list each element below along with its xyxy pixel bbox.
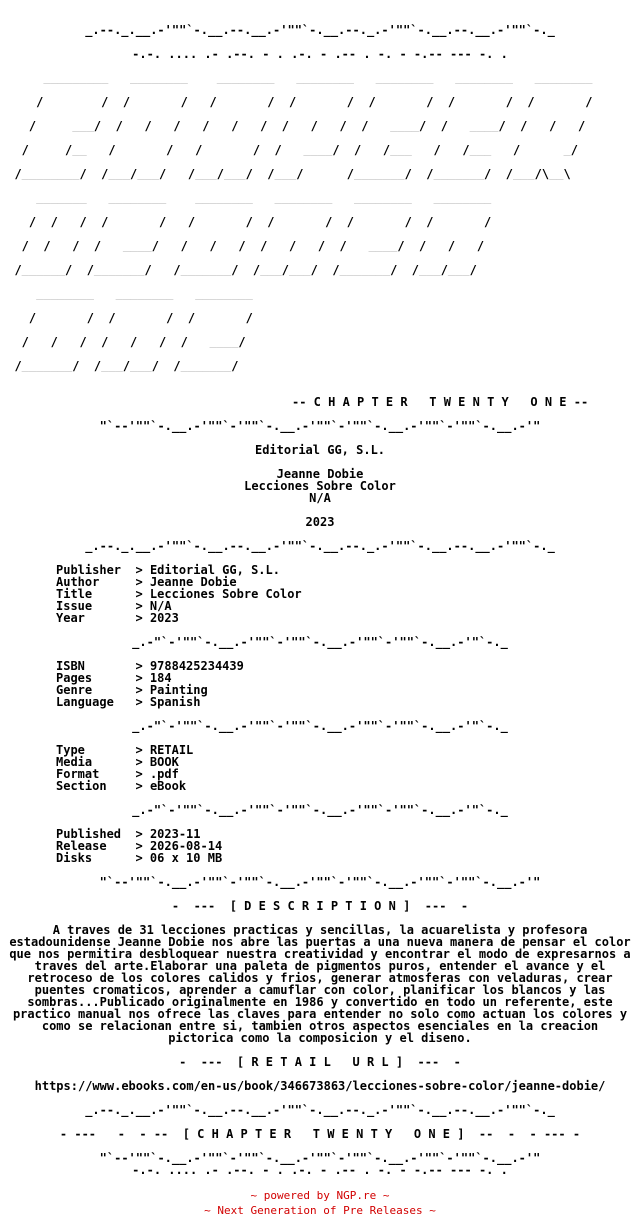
banner-mid: _.--._.__.-'""`-.__.--.__.-'""`-.__.--._.-'""`-.__.--.__.-'""`-._ xyxy=(85,539,555,553)
info-genre: Genre > Painting xyxy=(56,683,208,697)
label-section: Section xyxy=(56,779,107,793)
value-type: RETAIL xyxy=(149,743,194,757)
value-year: 2023 xyxy=(149,611,179,625)
info-disks: Disks > 06 x 10 MB xyxy=(56,851,223,865)
label-issue: Issue xyxy=(56,599,93,613)
value-pages: 184 xyxy=(149,671,172,685)
info-published: Published > 2023-11 xyxy=(56,827,201,841)
label-year: Year xyxy=(56,611,85,625)
chapter-tag: -- C H A P T E R T W E N T Y O N E -- xyxy=(292,396,589,408)
retail-url-link[interactable]: https://www.ebooks.com/en-us/book/346673863/lecciones-sobre-color/jeanne-dobie/ xyxy=(34,1079,606,1093)
value-isbn: 9788425234439 xyxy=(149,659,244,673)
label-genre: Genre xyxy=(56,683,93,697)
description-heading: - --- [ D E S C R I P T I O N ] --- - xyxy=(171,899,469,913)
section-separator-3: _.-"`-'""`-.__.-'""`-'""`-.__.-'""`-'""`-.__.-'"`-._ xyxy=(132,803,508,817)
value-format: .pdf xyxy=(149,767,179,781)
label-type: Type xyxy=(56,743,85,757)
header-author: Jeanne Dobie xyxy=(276,467,364,481)
morse-line: -.-. .... .- .--. - . .-. - .-- . -. - -.-- --- -. . xyxy=(132,47,508,61)
section-separator-1: _.-"`-'""`-.__.-'""`-'""`-.__.-'""`-'""`-.__.-'"`-._ xyxy=(132,635,508,649)
banner-before-footer: _.--._.__.-'""`-.__.--.__.-'""`-.__.--._.-'""`-.__.--.__.-'""`-._ xyxy=(85,1103,555,1117)
header-publisher: Editorial GG, S.L. xyxy=(254,443,386,457)
footer-credits xyxy=(0,1188,640,1218)
info-issue: Issue > N/A xyxy=(56,599,172,613)
info-pages: Pages > 184 xyxy=(56,671,172,685)
label-language: Language xyxy=(56,695,114,709)
info-media: Media > BOOK xyxy=(56,755,179,769)
label-media: Media xyxy=(56,755,93,769)
banner-footer: "`--'""`-.__.-'""`-'""`-.__.-'""`-'""`-.__.-'""`-'""`-.__.-'" xyxy=(99,1151,541,1165)
banner-after-logo: "`--'""`-.__.-'""`-'""`-.__.-'""`-'""`-.__.-'""`-'""`-.__.-'" xyxy=(99,419,541,433)
label-isbn: ISBN xyxy=(56,659,85,673)
label-format: Format xyxy=(56,767,100,781)
value-issue: N/A xyxy=(149,599,172,613)
value-title: Lecciones Sobre Color xyxy=(149,587,302,601)
value-disks: 06 x 10 MB xyxy=(149,851,223,865)
label-release: Release xyxy=(56,839,107,853)
value-section: eBook xyxy=(149,779,187,793)
value-publisher: Editorial GG, S.L. xyxy=(149,563,280,577)
value-media: BOOK xyxy=(149,755,179,769)
info-release: Release > 2026-08-14 xyxy=(56,839,223,853)
info-section: Section > eBook xyxy=(56,779,187,793)
value-genre: Painting xyxy=(149,683,208,697)
banner-end-info: "`--'""`-.__.-'""`-'""`-.__.-'""`-'""`-.__.-'""`-'""`-.__.-'" xyxy=(99,875,541,889)
banner-top: _.--._.__.-'""`-.__.--.__.-'""`-.__.--._.-'""`-.__.--.__.-'""`-._ xyxy=(85,23,555,37)
label-title: Title xyxy=(56,587,93,601)
label-publisher: Publisher xyxy=(56,563,122,577)
header-issue: N/A xyxy=(309,491,331,505)
info-year: Year > 2023 xyxy=(56,611,179,625)
info-title: Title > Lecciones Sobre Color xyxy=(56,587,302,601)
powered-by-text[interactable]: ~ powered by NGP.re ~ xyxy=(250,1189,390,1202)
morse-line-footer: -.-. .... .- .--. - . .-. - .-- . -. - -.-- --- -. . xyxy=(132,1163,508,1177)
info-format: Format > .pdf xyxy=(56,767,179,781)
retail-url-heading: - --- [ R E T A I L U R L ] --- - xyxy=(179,1055,461,1069)
value-release: 2026-08-14 xyxy=(149,839,223,853)
tagline-text: ~ Next Generation of Pre Releases ~ xyxy=(204,1204,436,1217)
footer-chapter-line: - --- - - -- [ C H A P T E R T W E N T Y O N E ] -- - - --- - xyxy=(59,1127,581,1141)
label-author: Author xyxy=(56,575,100,589)
section-separator-2: _.-"`-'""`-.__.-'""`-'""`-.__.-'""`-'""`-.__.-'"`-._ xyxy=(132,719,508,733)
label-pages: Pages xyxy=(56,671,93,685)
label-published: Published xyxy=(56,827,122,841)
description-text: A traves de 31 lecciones practicas y sencillas, la acuarelista y profesora estadounidense Jeanne Dobie nos abre las puertas a una nueva manera de pensar el color que nos permitira desbloquear nuestra creatividad y encontrar el modo de expresarnos a traves del arte.Elaborar una paleta de pigmentos puros, entender el avance y el retroceso de los colores calidos y frios, generar atmosferas con veladuras, crear puentes cromaticos, aprender a camuflar con color, planificar los blancos y las sombras...Publicado originalmente en 1986 y convertido en todo un referente, este practico manual nos ofrece las claves para entender no solo como actuan los colores y como se relacionan entre si, tambien otros aspectos esenciales en la creacion pictorica como la composicion y el diseno. xyxy=(9,923,631,1045)
ascii-logo-art: _________ ________ ________ ________ ________ ________ ________ / / / / / / / / / / / / / / / ___/ / / / / / / / / / / ____/ / ____/ / / / / /__ / / / / / ____/ / /___ / /___ / _/ /________/ /___/___/ /___/___/ /___/ /_______/ /_______/ /___/\__\ _______ ________ ________ ________ ________ ________ / / / / / / / / / / / / / / / / / ____/ / / / / / / / ____/ / / / /______/ /_______/ /_______/ /___/___/ /_______/ /___/___/ ________ ________ ________ / / / / / / / / / / / / / ____/ /_______/ /___/___/ /_______/ xyxy=(0,72,593,372)
label-disks: Disks xyxy=(56,851,93,865)
header-year: 2023 xyxy=(305,515,335,529)
header-title: Lecciones Sobre Color xyxy=(244,479,396,493)
info-language: Language > Spanish xyxy=(56,695,201,709)
info-isbn: ISBN > 9788425234439 xyxy=(56,659,244,673)
info-publisher: Publisher > Editorial GG, S.L. xyxy=(56,563,280,577)
value-language: Spanish xyxy=(149,695,201,709)
info-type: Type > RETAIL xyxy=(56,743,194,757)
info-author: Author > Jeanne Dobie xyxy=(56,575,237,589)
value-published: 2023-11 xyxy=(149,827,201,841)
value-author: Jeanne Dobie xyxy=(149,575,237,589)
